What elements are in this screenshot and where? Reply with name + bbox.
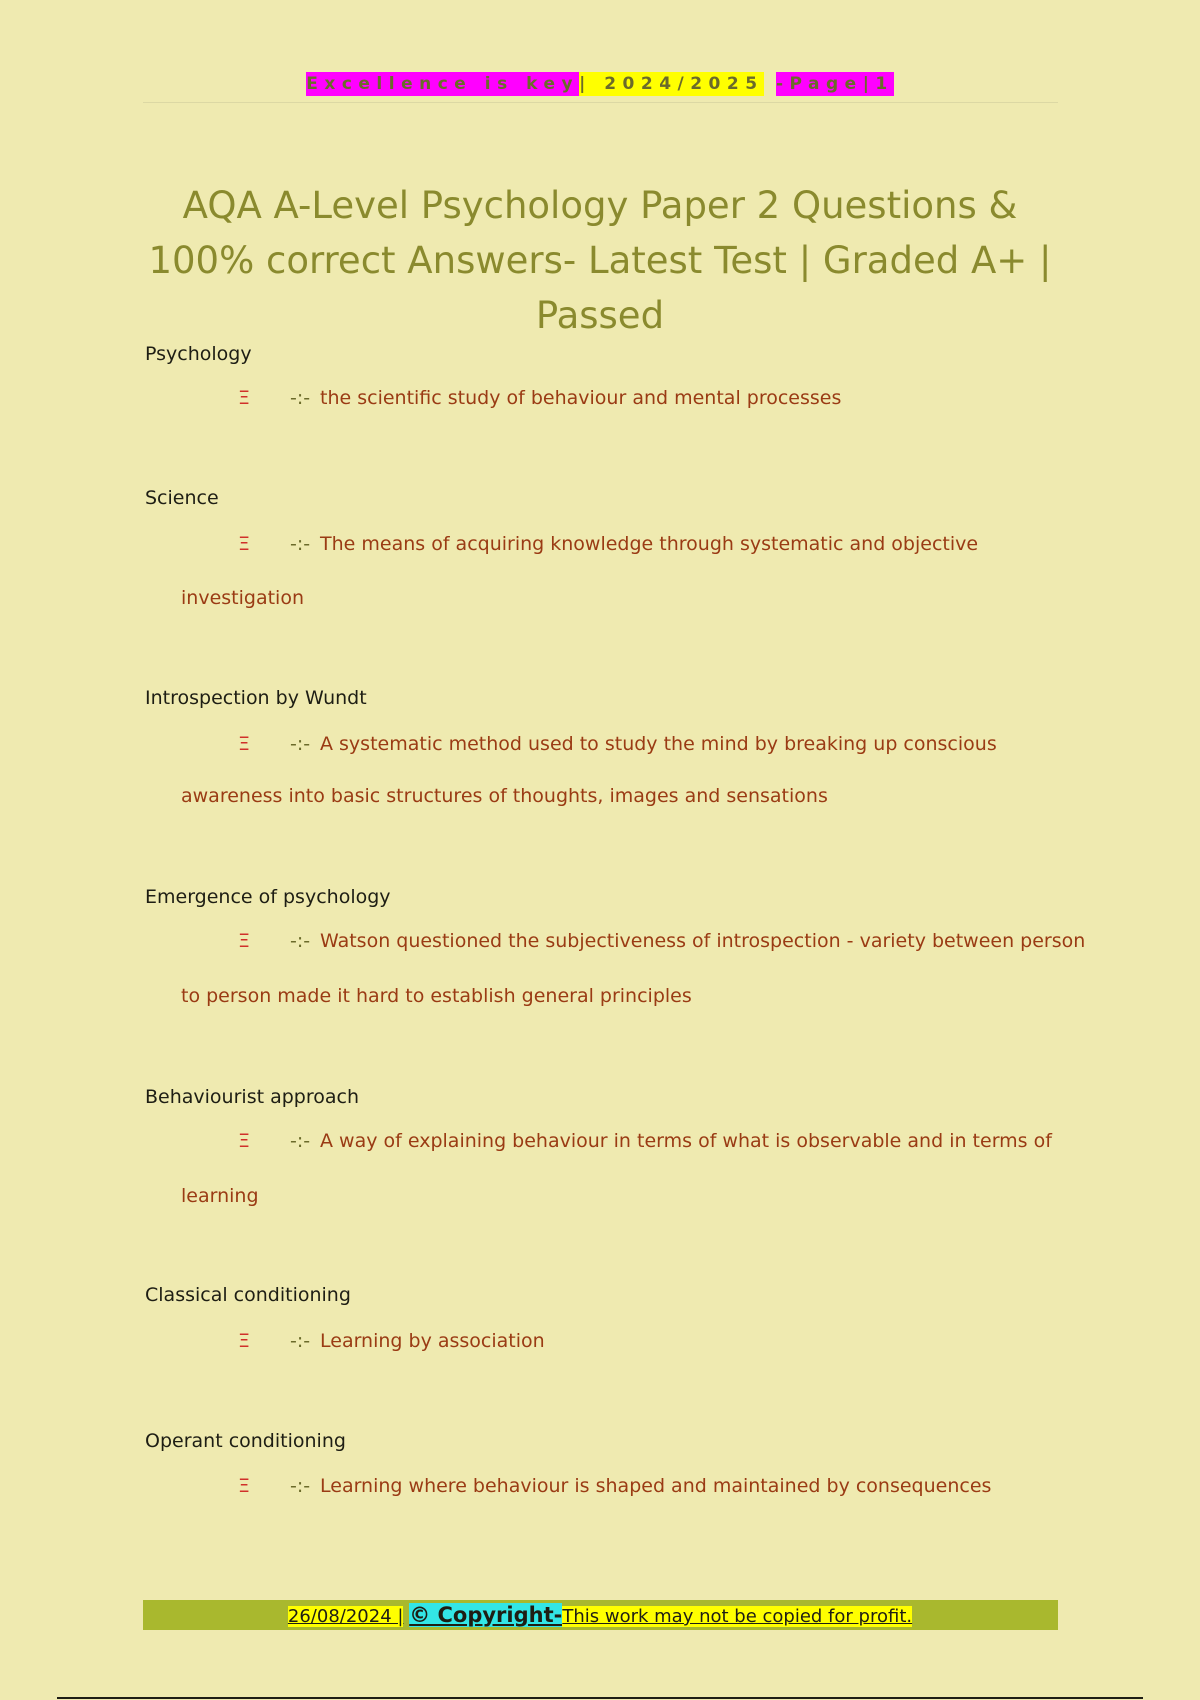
separator: -:- <box>290 1330 311 1352</box>
definition-science-continued: investigation <box>181 587 304 609</box>
definition-behaviourist <box>238 1130 1052 1152</box>
bullet-icon: Ξ <box>238 930 251 952</box>
header-slogan: Excellence is key <box>306 74 580 94</box>
definition-psychology <box>238 387 841 409</box>
page-header <box>0 71 1200 97</box>
separator: -:- <box>290 533 311 555</box>
definition-text: The means of acquiring knowledge through systematic and objective <box>320 533 979 555</box>
header-year: | 2024/2025 <box>579 74 764 94</box>
definition-text: A way of explaining behaviour in terms of what is observable and in terms of <box>320 1130 1052 1152</box>
bottom-divider <box>57 1697 1143 1699</box>
definition-operant-conditioning <box>238 1475 991 1497</box>
definition-science <box>238 533 978 555</box>
definition-text: Learning by association <box>320 1330 545 1352</box>
separator: -:- <box>290 930 311 952</box>
bullet-icon: Ξ <box>238 1330 251 1352</box>
term-science: Science <box>145 487 219 509</box>
header-page-number: -Page|1 <box>775 74 894 94</box>
term-psychology: Psychology <box>145 343 252 365</box>
footer-notice: This work may not be copied for profit. <box>562 1606 913 1627</box>
term-operant-conditioning: Operant conditioning <box>145 1430 346 1452</box>
header-divider <box>143 102 1058 103</box>
definition-classical-conditioning <box>238 1330 545 1352</box>
bullet-icon: Ξ <box>238 533 251 555</box>
definition-emergence-continued: to person made it hard to establish general principles <box>181 985 692 1007</box>
separator: -:- <box>290 733 311 755</box>
definition-text: A systematic method used to study the mind by breaking up conscious <box>320 733 997 755</box>
definition-behaviourist-continued: learning <box>181 1185 259 1207</box>
definition-text: Watson questioned the subjectiveness of introspection - variety between person <box>320 930 1086 952</box>
definition-emergence <box>238 930 1085 952</box>
separator: -:- <box>290 1130 311 1152</box>
definition-introspection-continued: awareness into basic structures of thoughts, images and sensations <box>181 785 828 807</box>
document-title: AQA A-Level Psychology Paper 2 Questions & 100% correct Answers- Latest Test | Graded A+ | Passed <box>148 184 1052 337</box>
term-behaviourist: Behaviourist approach <box>145 1086 359 1108</box>
separator: -:- <box>290 1475 311 1497</box>
term-emergence: Emergence of psychology <box>145 886 391 908</box>
bullet-icon: Ξ <box>238 387 251 409</box>
term-classical-conditioning: Classical conditioning <box>145 1284 351 1306</box>
bullet-icon: Ξ <box>238 1130 251 1152</box>
bullet-icon: Ξ <box>238 1475 251 1497</box>
page-footer <box>0 1603 1200 1629</box>
term-introspection: Introspection by Wundt <box>145 687 367 709</box>
footer-copyright: © Copyright- <box>409 1603 563 1627</box>
definition-text: the scientific study of behaviour and mental processes <box>320 387 842 409</box>
footer-date: 26/08/2024 | <box>287 1606 404 1627</box>
separator: -:- <box>290 387 311 409</box>
definition-introspection <box>238 733 997 755</box>
definition-text: Learning where behaviour is shaped and maintained by consequences <box>320 1475 992 1497</box>
bullet-icon: Ξ <box>238 733 251 755</box>
